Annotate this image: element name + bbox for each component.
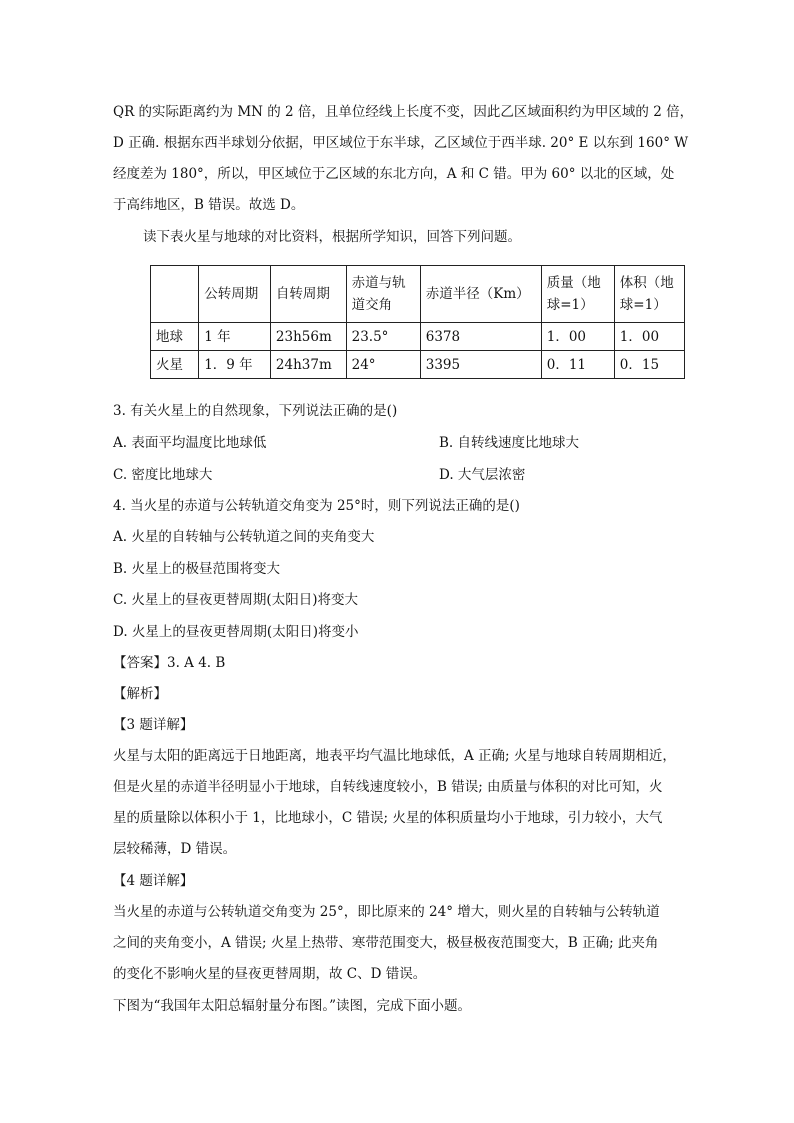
header-volume-line-1: 体积（地	[619, 275, 674, 291]
table-cell: 0．15	[614, 351, 684, 379]
table-cell: 0．11	[541, 351, 614, 379]
header-tilt-line-2: 道交角	[351, 297, 393, 313]
q4-detail-line-1: 当火星的赤道与公转轨道交角变为 25°，即比原来的 24° 增大，则火星的自转轴与公转轨道	[113, 904, 660, 920]
header-tilt-line-1: 赤道与轨	[351, 275, 406, 291]
table-cell: 火星	[151, 351, 199, 379]
header-cell-tilt	[346, 266, 420, 323]
table-cell: 24°	[346, 351, 420, 379]
header-cell-radius: 赤道半径（Km）	[420, 266, 541, 323]
table-cell: 1．9 年	[199, 351, 271, 379]
header-cell-revolution: 公转周期	[199, 266, 271, 323]
q3-option-d: D. 大气层浓密	[439, 467, 526, 483]
header-cell-empty	[151, 266, 199, 323]
q3-detail-line-2: 但是火星的赤道半径明显小于地球，自转线速度较小，B 错误; 由质量与体积的对比可知，火	[113, 779, 663, 795]
q3-detail-label: 【3 题详解】	[113, 717, 194, 733]
header-cell-volume	[614, 266, 684, 323]
table-cell: 1．00	[614, 323, 684, 351]
q4-option-d: D. 火星上的昼夜更替周期(太阳日)将变小	[113, 624, 359, 640]
q4-detail-line-3: 的变化不影响火星的昼夜更替周期，故 C、D 错误。	[113, 966, 427, 982]
q4-option-c: C. 火星上的昼夜更替周期(太阳日)将变大	[113, 592, 358, 608]
table-cell: 23.5°	[346, 323, 420, 351]
table-row-mars	[151, 351, 685, 379]
table-cell: 6378	[420, 323, 541, 351]
q4-detail-line-2: 之间的夹角变小，A 错误; 火星上热带、寒带范围变大，极昼极夜范围变大，B 正确; 此夹角	[113, 935, 659, 951]
table-cell: 1 年	[199, 323, 271, 351]
q3-option-c: C. 密度比地球大	[113, 467, 213, 483]
intro-line-2: D 正确. 根据东西半球划分依据，甲区域位于东半球，乙区域位于西半球. 20° E 以东到 160° W	[113, 135, 689, 151]
q3-detail-line-1: 火星与太阳的距离远于日地距离，地表平均气温比地球低，A 正确; 火星与地球自转周期相近，	[113, 748, 676, 764]
table-header-row	[151, 266, 685, 323]
table-row-earth	[151, 323, 685, 351]
q3-stem: 3. 有关火星上的自然现象，下列说法正确的是()	[113, 403, 398, 419]
q4-detail-label: 【4 题详解】	[113, 873, 194, 889]
comparison-table	[150, 265, 685, 379]
answer-line: 【答案】3. A 4. B	[113, 655, 226, 671]
table-cell: 1．00	[541, 323, 614, 351]
q4-option-b: B. 火星上的极昼范围将变大	[113, 561, 281, 577]
table-intro: 读下表火星与地球的对比资料，根据所学知识，回答下列问题。	[143, 229, 521, 245]
q3-detail-line-4: 层较稀薄，D 错误。	[113, 841, 237, 857]
q4-option-a: A. 火星的自转轴与公转轨道之间的夹角变大	[113, 529, 375, 545]
intro-line-4: 于高纬地区，B 错误。故选 D。	[113, 197, 305, 213]
table-cell: 24h37m	[270, 351, 346, 379]
table-cell: 23h56m	[270, 323, 346, 351]
q4-stem: 4. 当火星的赤道与公转轨道交角变为 25°时，则下列说法正确的是()	[113, 498, 520, 514]
intro-line-3: 经度差为 180°，所以，甲区域位于乙区域的东北方向，A 和 C 错。甲为 60° 以北的区域，处	[113, 166, 675, 182]
table-cell: 3395	[420, 351, 541, 379]
intro-line-1: QR 的实际距离约为 MN 的 2 倍，且单位经线上长度不变，因此乙区域面积约为甲区域的 2 倍，	[113, 104, 694, 120]
q3-option-b: B. 自转线速度比地球大	[439, 435, 580, 451]
header-cell-mass	[541, 266, 614, 323]
analysis-label: 【解析】	[113, 686, 167, 702]
header-mass-line-2: 球=1）	[546, 297, 594, 313]
table-cell: 地球	[151, 323, 199, 351]
closing-line: 下图为“我国年太阳总辐射量分布图。”读图，完成下面小题。	[113, 998, 472, 1014]
header-cell-rotation: 自转周期	[270, 266, 346, 323]
header-mass-line-1: 质量（地	[546, 275, 601, 291]
q3-option-a: A. 表面平均温度比地球低	[113, 435, 267, 451]
header-volume-line-2: 球=1）	[619, 297, 667, 313]
q3-detail-line-3: 星的质量除以体积小于 1，比地球小，C 错误; 火星的体积质量均小于地球，引力较小，大气	[113, 810, 663, 826]
